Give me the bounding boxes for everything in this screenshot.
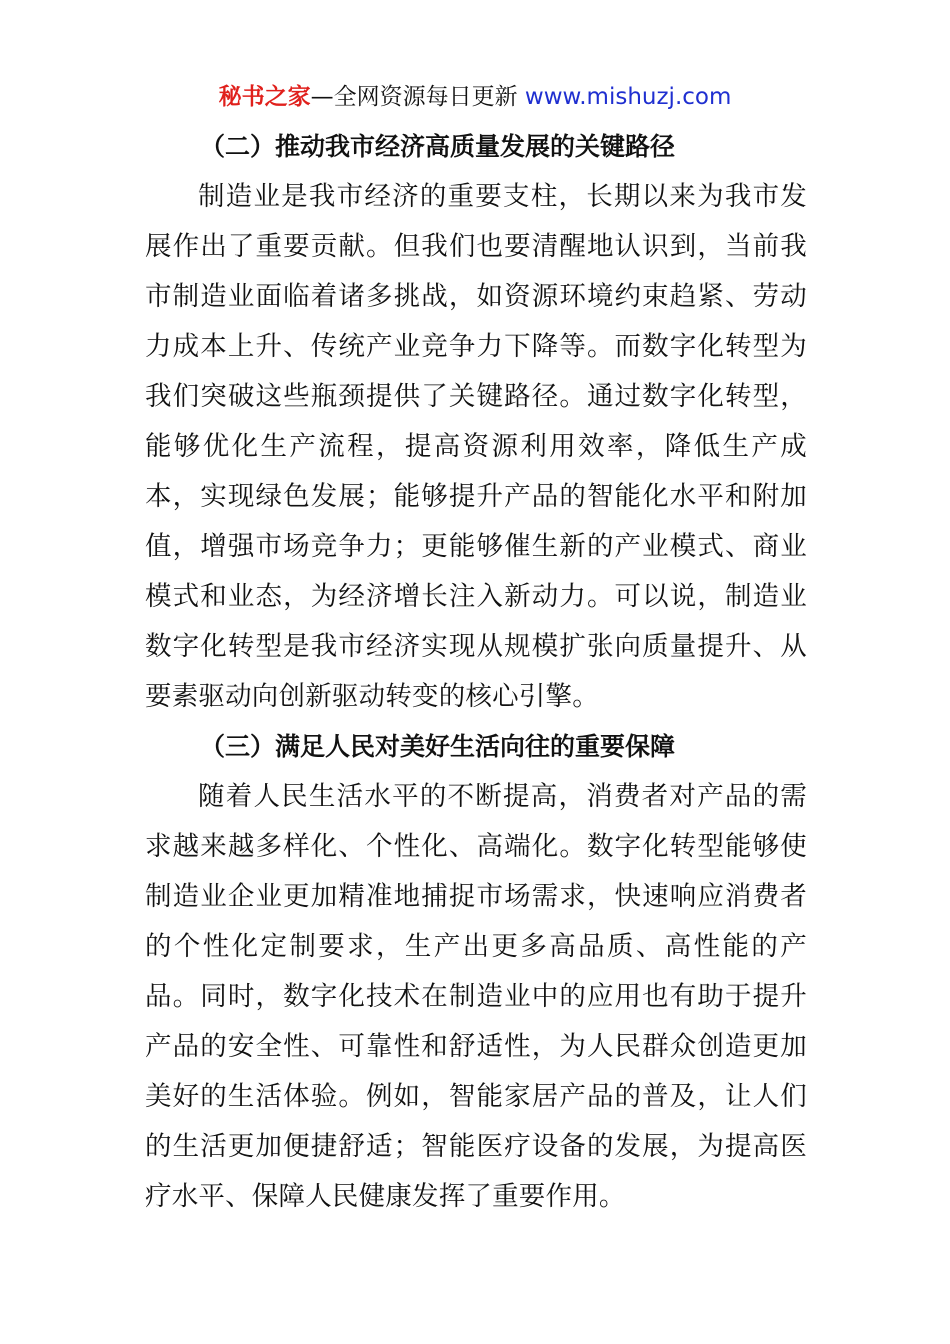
header-tagline: —全网资源每日更新 — [310, 84, 518, 110]
site-url-link[interactable]: www.mishuzj.com — [524, 84, 732, 110]
document-body — [145, 122, 807, 1222]
page-header — [0, 80, 950, 114]
section-paragraph-3: 随着人民生活水平的不断提高，消费者对产品的需求越来越多样化、个性化、高端化。数字化转型能够使制造业企业更加精准地捕捉市场需求，快速响应消费者的个性化定制要求，生产出更多高品质、高性能的产品。同时，数字化技术在制造业中的应用也有助于提升产品的安全性、可靠性和舒适性，为人民群众创造更加美好的生活体验。例如，智能家居产品的普及，让人们的生活更加便捷舒适；智能医疗设备的发展，为提高医疗水平、保障人民健康发挥了重要作用。 — [145, 781, 807, 1212]
section-heading-2: （二）推动我市经济高质量发展的关键路径 — [200, 132, 676, 161]
brand-name: 秘书之家 — [218, 84, 311, 110]
section-paragraph-2: 制造业是我市经济的重要支柱，长期以来为我市发展作出了重要贡献。但我们也要清醒地认识到，当前我市制造业面临着诸多挑战，如资源环境约束趋紧、劳动力成本上升、传统产业竞争力下降等。而数字化转型为我们突破这些瓶颈提供了关键路径。通过数字化转型，能够优化生产流程，提高资源利用效率，降低生产成本，实现绿色发展；能够提升产品的智能化水平和附加值，增强市场竞争力；更能够催生新的产业模式、商业模式和业态，为经济增长注入新动力。可以说，制造业数字化转型是我市经济实现从规模扩张向质量提升、从要素驱动向创新驱动转变的核心引擎。 — [145, 181, 807, 712]
section-heading-3: （三）满足人民对美好生活向往的重要保障 — [200, 732, 676, 761]
